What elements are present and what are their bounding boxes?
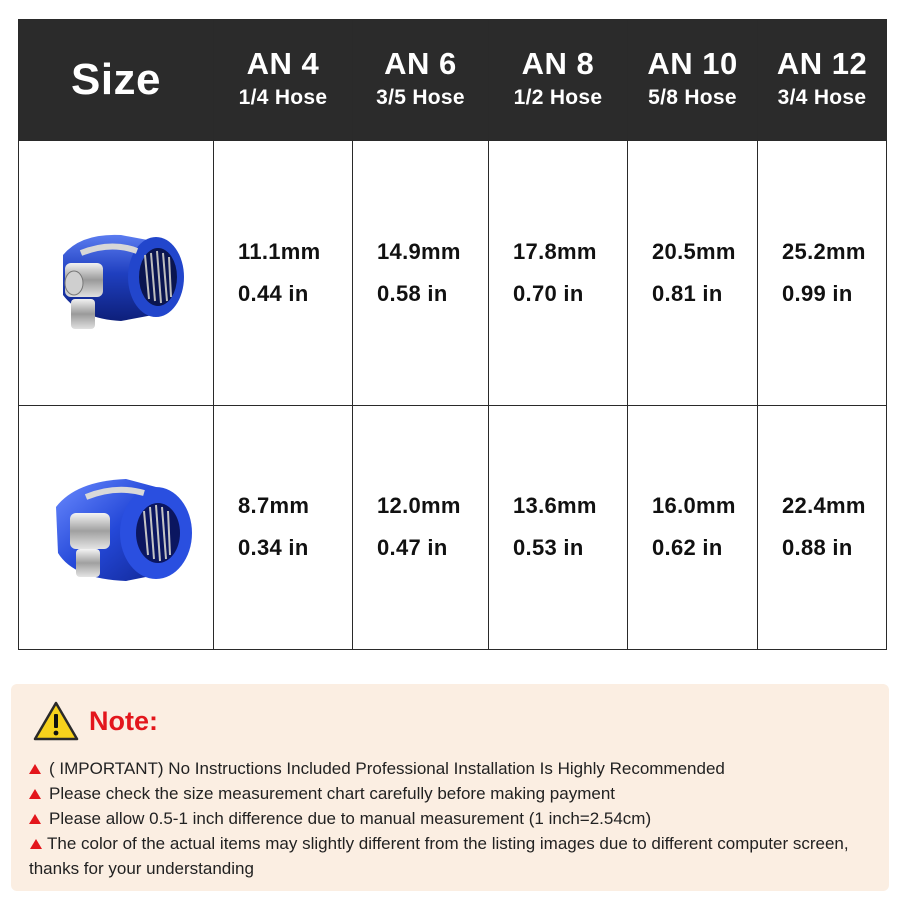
an-size-label: AN 10 [647, 46, 738, 81]
mm-value: 14.9mm [377, 238, 461, 264]
hose-size-label: 3/4 Hose [777, 86, 867, 109]
size-value-cell [628, 141, 758, 406]
size-value-cell [353, 405, 489, 649]
column-header-an6 [353, 20, 489, 141]
mm-value: 8.7mm [238, 493, 310, 519]
mm-value: 22.4mm [782, 493, 866, 519]
size-value-cell [758, 141, 887, 406]
inch-value: 0.58 in [377, 280, 448, 306]
mm-value: 11.1mm [238, 238, 321, 264]
red-triangle-bullet-icon [29, 814, 41, 824]
inch-value: 0.88 in [782, 535, 853, 561]
size-value-cell [489, 405, 628, 649]
column-header-an8 [489, 20, 628, 141]
note-item [29, 781, 871, 806]
an-size-label: AN 6 [384, 46, 457, 81]
note-panel [11, 684, 889, 891]
inch-value: 0.70 in [513, 280, 584, 306]
size-chart-table [18, 19, 887, 650]
blue-hose-clamp-long-icon [41, 203, 191, 343]
hose-size-label: 5/8 Hose [648, 86, 737, 109]
warning-icon [33, 701, 79, 741]
an-size-label: AN 4 [246, 46, 320, 81]
inch-value: 0.34 in [238, 535, 309, 561]
note-item [29, 806, 871, 831]
column-header-an4 [214, 20, 353, 141]
mm-value: 16.0mm [652, 493, 736, 519]
size-header-cell [19, 20, 214, 141]
note-item [29, 831, 871, 881]
column-header-an10 [628, 20, 758, 141]
red-triangle-bullet-icon [29, 789, 41, 799]
inch-value: 0.44 in [238, 280, 309, 306]
header-row [19, 20, 887, 141]
table-row [19, 141, 887, 406]
blue-hose-clamp-short-icon [36, 457, 196, 597]
product-image-cell [19, 405, 214, 649]
hose-size-label: 1/4 Hose [238, 86, 328, 109]
mm-value: 12.0mm [377, 493, 461, 519]
size-value-cell [214, 141, 353, 406]
size-value-cell [758, 405, 887, 649]
size-header-label: Size [70, 55, 162, 104]
hose-size-label: 1/2 Hose [513, 86, 603, 109]
mm-value: 17.8mm [513, 238, 597, 264]
hose-size-label: 3/5 Hose [376, 86, 465, 109]
inch-value: 0.81 in [652, 280, 723, 306]
inch-value: 0.62 in [652, 535, 723, 561]
size-value-cell [353, 141, 489, 406]
size-value-cell [214, 405, 353, 649]
size-value-cell [628, 405, 758, 649]
note-item [29, 756, 871, 781]
product-image-cell [19, 141, 214, 406]
note-header [29, 698, 871, 744]
mm-value: 13.6mm [513, 493, 597, 519]
size-value-cell [489, 141, 628, 406]
note-item-text: ( IMPORTANT) No Instructions Included Professional Installation Is Highly Recommended [49, 759, 725, 778]
inch-value: 0.47 in [377, 535, 448, 561]
an-size-label: AN 12 [776, 46, 868, 81]
note-title: Note: [89, 705, 158, 736]
note-list [29, 756, 871, 881]
mm-value: 25.2mm [782, 238, 866, 264]
note-item-text: The color of the actual items may slightly different from the listing images due to different computer screen, thanks for your understanding [29, 834, 849, 878]
table-row [19, 405, 887, 649]
an-size-label: AN 8 [521, 46, 595, 81]
column-header-an12 [758, 20, 887, 141]
red-triangle-bullet-icon [30, 839, 42, 849]
note-item-text: Please check the size measurement chart carefully before making payment [49, 784, 615, 803]
red-triangle-bullet-icon [29, 764, 41, 774]
inch-value: 0.53 in [513, 535, 584, 561]
note-item-text: Please allow 0.5-1 inch difference due to manual measurement (1 inch=2.54cm) [49, 809, 652, 828]
inch-value: 0.99 in [782, 280, 853, 306]
mm-value: 20.5mm [652, 238, 736, 264]
